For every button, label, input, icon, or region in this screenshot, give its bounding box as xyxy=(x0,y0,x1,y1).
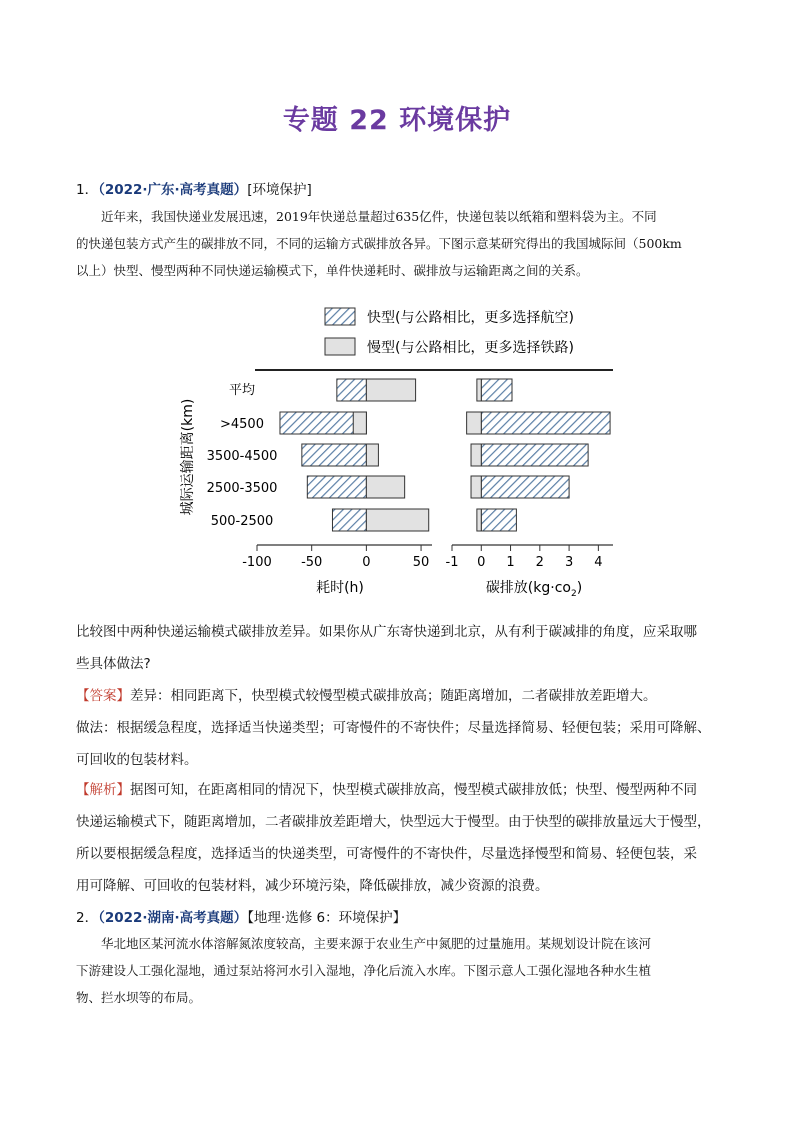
question-number: 2． xyxy=(76,910,99,926)
bar-time-slow xyxy=(353,412,366,434)
answer-line: 差异：相同距离下，快型模式较慢型模式碳排放高；随距离增加，二者碳排放差距增大。 xyxy=(130,688,657,704)
question-topic: 【地理·选修 6：环境保护】 xyxy=(247,910,407,926)
tick-label: 0 xyxy=(362,555,371,570)
tick-label: -50 xyxy=(301,555,323,570)
bar-time-fast xyxy=(337,379,367,401)
y-axis-title: 城际运输距离(km) xyxy=(180,398,196,516)
question-1-header xyxy=(76,178,312,198)
bar-carbon-fast xyxy=(481,379,512,401)
bar-carbon-fast xyxy=(481,412,610,434)
tick-label: -100 xyxy=(242,555,272,570)
answer-line: 可回收的包装材料。 xyxy=(76,752,198,768)
question-1-intro xyxy=(76,203,722,284)
question-number: 1． xyxy=(76,182,99,198)
prompt-line: 些具体做法? xyxy=(76,656,151,672)
bar-time-fast xyxy=(332,509,366,531)
analysis-line: 快递运输模式下，随距离增加，二者碳排放差距增大，快型远大于慢型。由于快型的碳排放量远大于慢型， xyxy=(76,814,711,830)
bar-time-slow xyxy=(366,476,404,498)
bar-carbon-slow xyxy=(471,444,481,466)
tick-label: 50 xyxy=(412,555,430,570)
bar-carbon-slow xyxy=(477,379,481,401)
question-2-header xyxy=(76,906,406,926)
bar-time-fast xyxy=(307,476,366,498)
tick-label: 2 xyxy=(535,555,544,570)
tick-label: 0 xyxy=(477,555,486,570)
intro-line: 近年来，我国快递业发展迅速，2019年快递总量超过635亿件，快递包装以纸箱和塑料袋为主。不同 xyxy=(101,209,657,224)
analysis-block xyxy=(76,774,726,902)
question-source: （2022·广东·高考真题） xyxy=(98,182,248,198)
question-1-prompt xyxy=(76,616,726,680)
question-topic: [环境保护] xyxy=(247,182,312,198)
tick-label: -1 xyxy=(445,555,459,570)
bar-time-slow xyxy=(366,379,415,401)
legend-swatch-slow xyxy=(325,338,355,355)
x-axis-title-time: 耗时(h) xyxy=(316,580,364,596)
intro-line: 下游建设人工强化湿地，通过泵站将河水引入湿地，净化后流入水库。下图示意人工强化湿地各种水生植 xyxy=(76,963,652,978)
intro-line: 以上）快型、慢型两种不同快递运输模式下，单件快递耗时、碳排放与运输距离之间的关系。 xyxy=(76,263,589,278)
category-label: 平均 xyxy=(228,383,256,398)
analysis-line: 据图可知，在距离相同的情况下，快型模式碳排放高，慢型模式碳排放低；快型、慢型两种不同 xyxy=(130,782,697,798)
analysis-line: 用可降解、可回收的包装材料，减少环境污染，降低碳排放，减少资源的浪费。 xyxy=(76,878,549,894)
bar-carbon-slow xyxy=(471,476,481,498)
bar-carbon-fast xyxy=(481,509,516,531)
category-label: 500-2500 xyxy=(210,514,274,529)
intro-line: 的快递包装方式产生的碳排放不同，不同的运输方式碳排放各异。下图示意某研究得出的我国城际间（500km xyxy=(76,236,682,251)
legend-swatch-fast xyxy=(325,308,355,325)
bar-carbon-fast xyxy=(481,476,569,498)
answer-line: 做法：根据缓急程度，选择适当快递类型；可寄慢件的不寄快件；尽量选择简易、轻便包装；采用可降解、 xyxy=(76,720,711,736)
question-source: （2022·湖南·高考真题） xyxy=(98,910,248,926)
bar-carbon-slow xyxy=(477,509,481,531)
bar-time-fast xyxy=(302,444,367,466)
answer-block xyxy=(76,680,726,776)
tick-label: 4 xyxy=(594,555,603,570)
analysis-line: 所以要根据缓急程度，选择适当的快递类型，可寄慢件的不寄快件，尽量选择慢型和简易、轻便包装，采 xyxy=(76,846,697,862)
x-axis-title-carbon: 碳排放$(kg\cdot co_2)$ xyxy=(485,580,583,599)
bar-time-slow xyxy=(366,509,428,531)
tick-label: 1 xyxy=(506,555,515,570)
bar-carbon-fast xyxy=(481,444,588,466)
bar-carbon-slow xyxy=(467,412,482,434)
chart xyxy=(170,300,630,605)
legend-label-fast: 快型(与公路相比，更多选择航空) xyxy=(367,310,574,326)
question-2-intro xyxy=(76,930,722,1011)
bar-time-slow xyxy=(366,444,378,466)
tick-label: 3 xyxy=(564,555,574,570)
intro-line: 物、拦水坝等的布局。 xyxy=(76,990,202,1005)
analysis-tag: 【解析】 xyxy=(76,782,130,798)
category-label: 2500-3500 xyxy=(206,481,278,496)
prompt-line: 比较图中两种快递运输模式碳排放差异。如果你从广东寄快递到北京，从有利于碳减排的角度，应采取哪 xyxy=(76,624,697,640)
page-title: 专题 22 环境保护 xyxy=(282,105,512,136)
answer-tag: 【答案】 xyxy=(76,688,130,704)
category-label: >4500 xyxy=(220,417,264,432)
legend-label-slow: 慢型(与公路相比，更多选择铁路) xyxy=(367,340,574,356)
category-label: 3500-4500 xyxy=(206,449,278,464)
intro-line: 华北地区某河流水体溶解氮浓度较高，主要来源于农业生产中氮肥的过量施用。某规划设计院在该河 xyxy=(101,936,652,951)
